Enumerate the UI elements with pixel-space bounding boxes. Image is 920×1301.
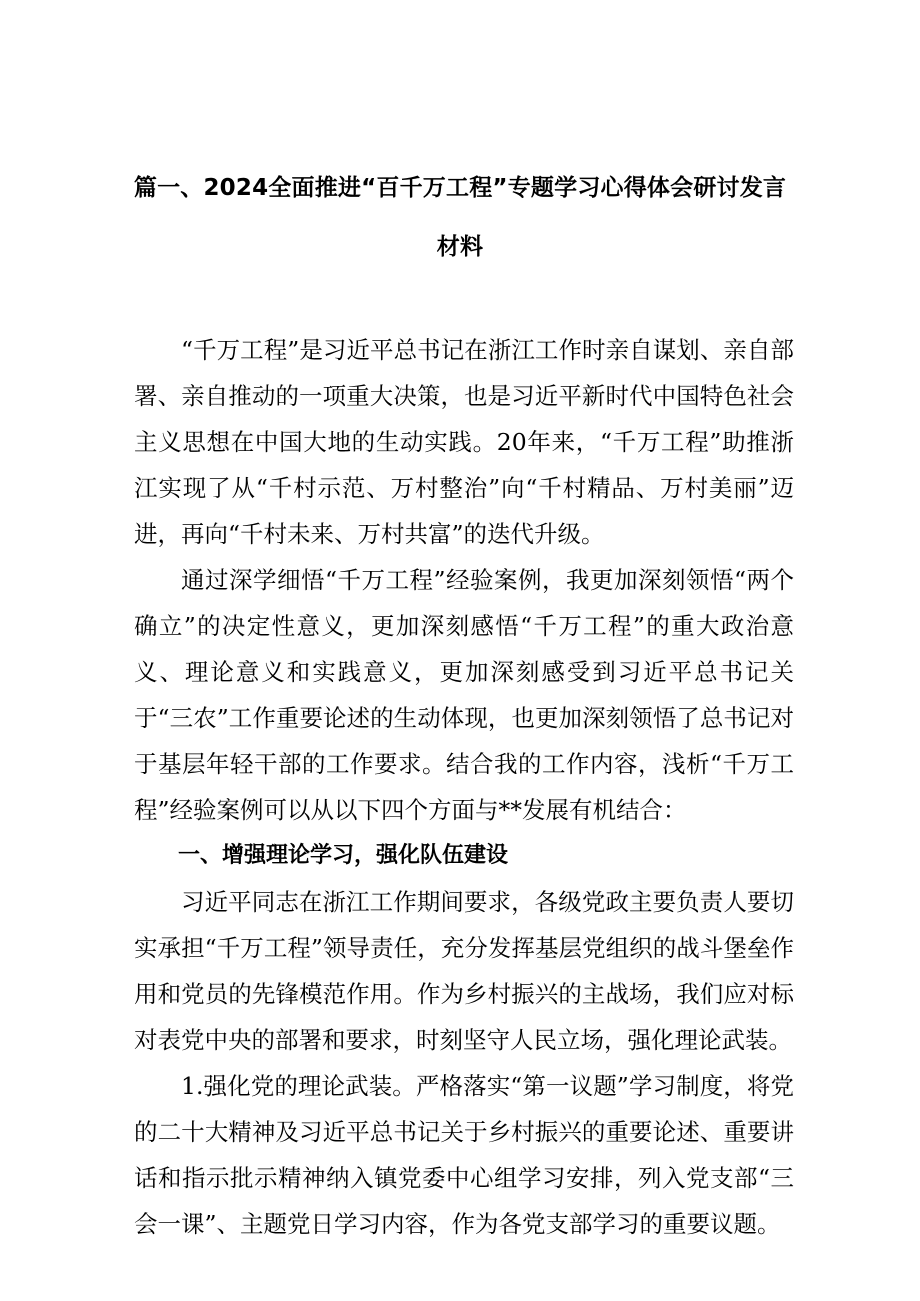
paragraph-study: 通过深学细悟“千万工程”经验案例，我更加深刻领悟“两个确立”的决定性意义，更加深刻感悟“千万工程”的重大政治意义、理论意义和实践意义，更加深刻感受到习近平总书记关于“三农”工作重要论述的生动体现，也更加深刻领悟了总书记对于基层年轻干部的工作要求。结合我的工作内容，浅析“千万工程”经验案例可以从以下四个方面与**发展有机结合： [134, 566, 794, 824]
document-title-line-1: 篇一、2024全面推进“百千万工程”专题学习心得体会研讨发言 [133, 175, 787, 201]
paragraph-section-1: 习近平同志在浙江工作期间要求，各级党政主要负责人要切实承担“千万工程”领导责任，充分发挥基层党组织的战斗堡垒作用和党员的先锋模范作用。作为乡村振兴的主战场，我们应对标对表党中央的部署和要求，时刻坚守人民立场，强化理论武装。 [134, 888, 794, 1054]
document-body [134, 327, 794, 1247]
document-title-line-2: 材料 [436, 234, 484, 260]
paragraph-item-1: 1.强化党的理论武装。严格落实“第一议题”学习制度，将党的二十大精神及习近平总书记关于乡村振兴的重要论述、重要讲话和指示批示精神纳入镇党委中心组学习安排，列入党支部“三会一课”、主题党日学习内容，作为各党支部学习的重要议题。 [134, 1072, 794, 1238]
section-heading-1: 一、增强理论学习，强化队伍建设 [178, 843, 509, 868]
paragraph-intro: “千万工程”是习近平总书记在浙江工作时亲自谋划、亲自部署、亲自推动的一项重大决策，也是习近平新时代中国特色社会主义思想在中国大地的生动实践。20年来，“千万工程”助推浙江实现了从“千村示范、万村整治”向“千村精品、万村美丽”迈进，再向“千村未来、万村共富”的迭代升级。 [134, 336, 794, 548]
